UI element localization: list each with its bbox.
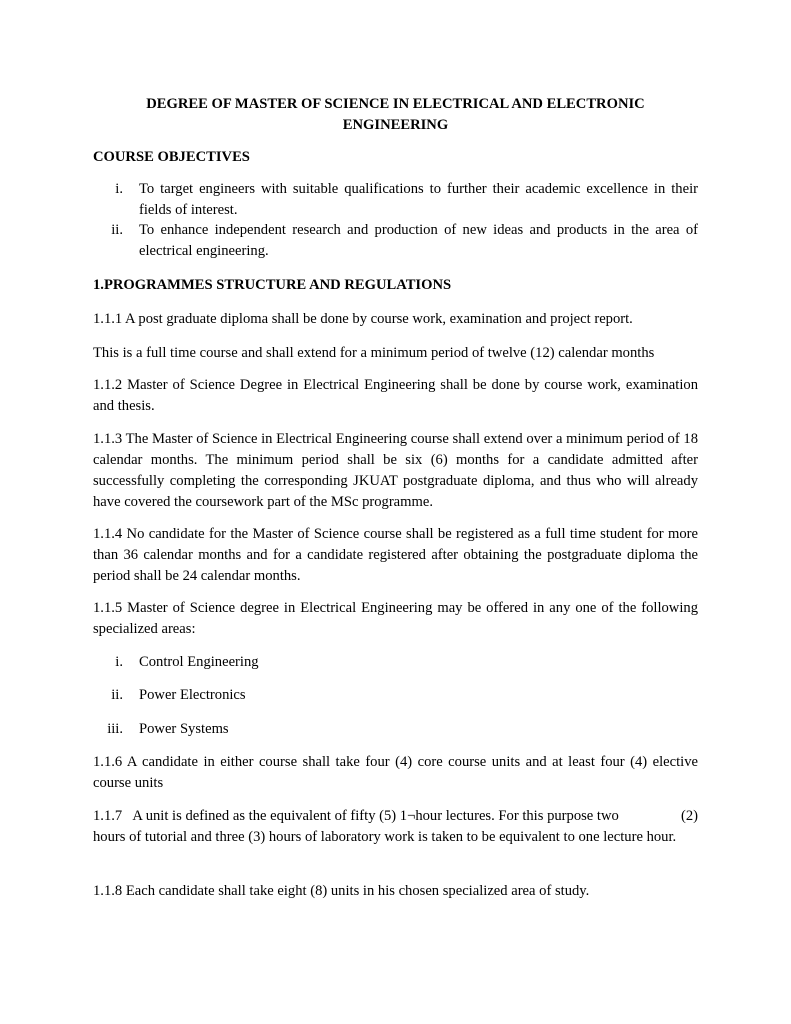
area-text: Control Engineering [139,654,259,670]
area-number: i. [115,654,123,670]
objective-number: ii. [111,222,123,238]
paragraph-1-1-8: 1.1.8 Each candidate shall take eight (8) units in his chosen specialized area of study. [93,883,590,899]
paragraph-1-1-4: 1.1.4 No candidate for the Master of Science course shall be registered as a full time student for more than 36 calendar months and for a candidate registered after obtaining the postgraduate diploma the period shall be 24 calendar months. [93,526,698,584]
paragraph-1-1-2: 1.1.2 Master of Science Degree in Electrical Engineering shall be done by course work, examination and thesis. [93,377,698,414]
area-text: Power Systems [139,721,229,737]
document-title: DEGREE OF MASTER OF SCIENCE IN ELECTRICAL AND ELECTRONIC ENGINEERING [146,96,645,133]
programme-structure-heading: 1.PROGRAMMES STRUCTURE AND REGULATIONS [93,277,452,293]
paragraph-1-1-5: 1.1.5 Master of Science degree in Electrical Engineering may be offered in any one of the following specialized areas: [93,600,698,637]
objective-number: i. [115,181,123,197]
area-text: Power Electronics [139,687,246,703]
paragraph-1-1-3: 1.1.3 The Master of Science in Electrical Engineering course shall extend over a minimum period of 18 calendar months. The minimum period shall be six (6) months for a candidate admitted after successfully completing the corresponding JKUAT postgraduate diploma, and thus who will already have covered the coursework part of the MSc programme. [93,431,698,510]
area-number: ii. [111,687,123,703]
paragraph-1-1-7-line1-end: (2) [680,808,698,824]
paragraph-1-1-7-line1: 1.1.7 A unit is defined as the equivalent of fifty (5) 1¬hour lectures. For this purpose two [93,808,619,824]
course-objectives-heading: COURSE OBJECTIVES [93,149,250,165]
paragraph-1-1-7 [93,806,698,848]
area-number: iii. [107,721,123,737]
paragraph-1-1-1: 1.1.1 A post graduate diploma shall be done by course work, examination and project report. [93,311,633,327]
objective-text: To target engineers with suitable qualifications to further their academic excellence in their fields of interest. [139,181,698,218]
paragraph-1-1-6: 1.1.6 A candidate in either course shall take four (4) core course units and at least four (4) elective course units [93,754,698,791]
paragraph-full-time-course: This is a full time course and shall extend for a minimum period of twelve (12) calendar months [93,345,655,361]
paragraph-1-1-7-rest: hours of tutorial and three (3) hours of laboratory work is taken to be equivalent to one lecture hour. [93,829,677,845]
objective-text: To enhance independent research and production of new ideas and products in the area of electrical engineering. [139,222,698,259]
